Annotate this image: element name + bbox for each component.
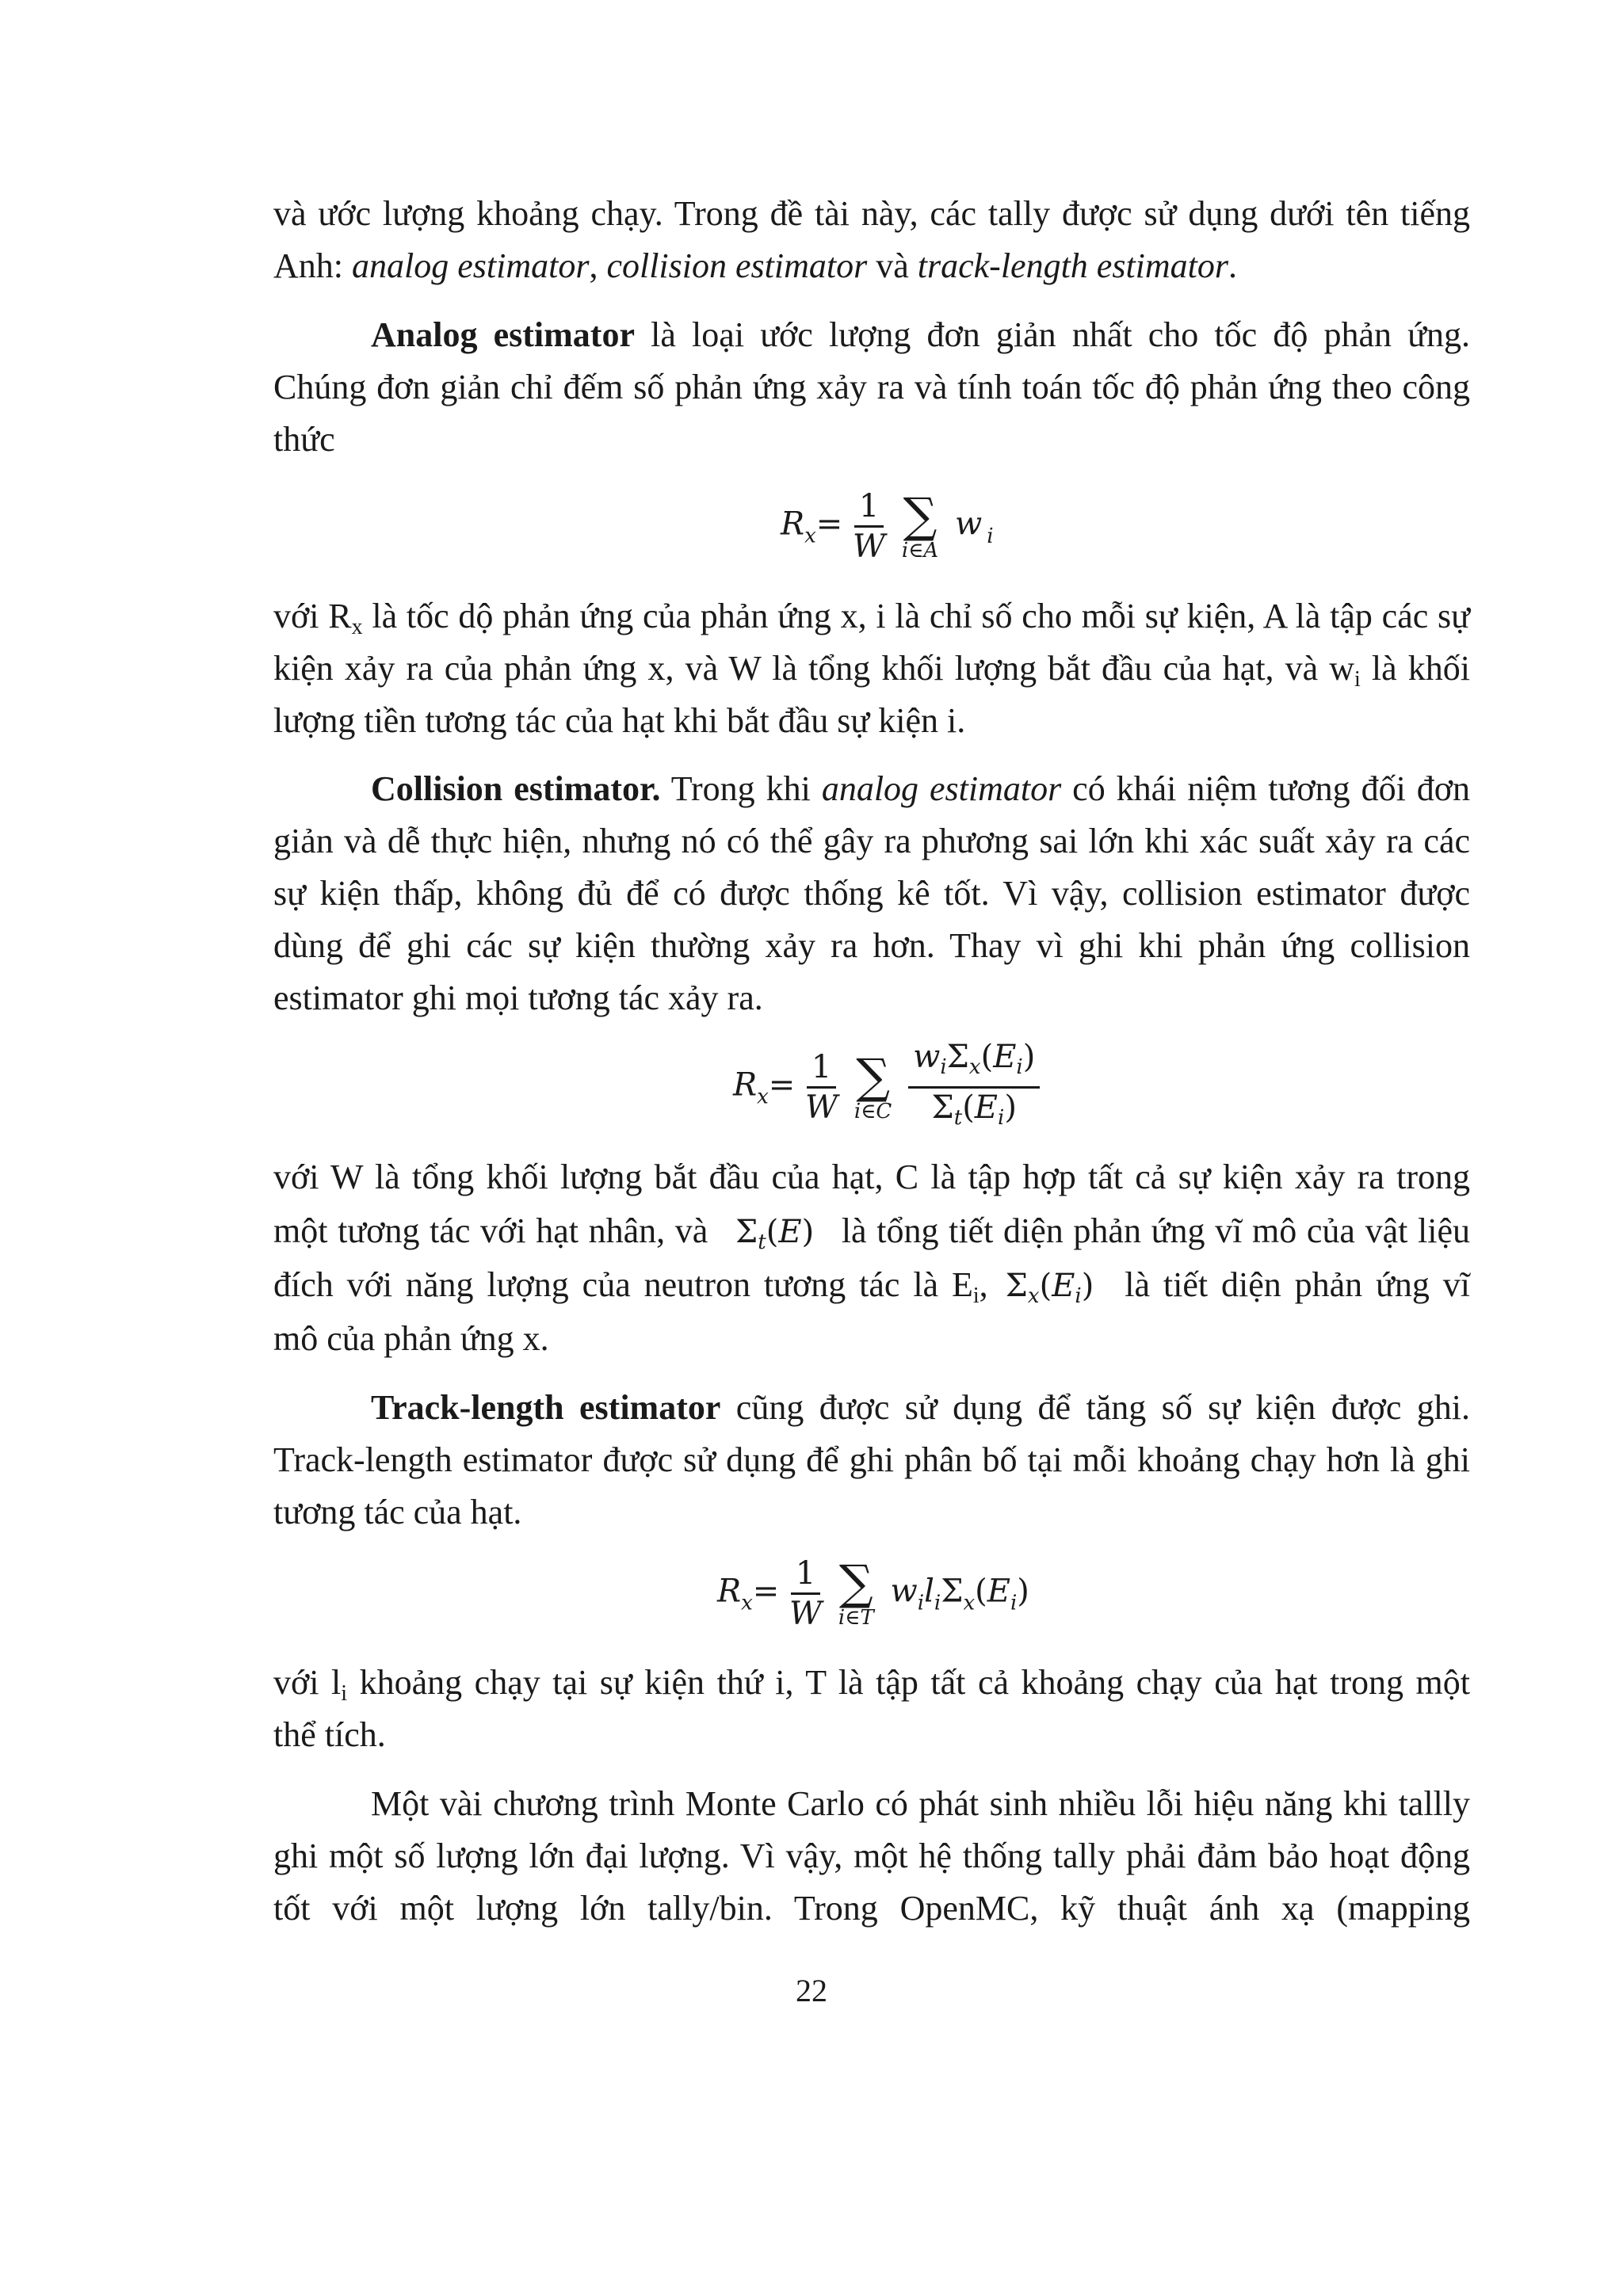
- fraction: $\frac{1}{W}$: [789, 1555, 823, 1632]
- equation-collision: $R_x=$ $\frac{1}{W}$ ∑ i∈C $\frac{w_i\Sigma_x(E_i)}{\Sigma_t(E_i)}$: [733, 1038, 1040, 1137]
- paragraph-line: đích với năng lượng của neutron tương tác là $E_i$, $\Sigma_x(E_i)$ là tiết diện phản ứng vĩ: [273, 1265, 1470, 1308]
- fraction: $\frac{w_i\Sigma_x(E_i)}{\Sigma_t(E_i)}$: [908, 1038, 1040, 1137]
- paragraph-line: Track-length estimator được sử dụng để ghi phân bố tại mỗi khoảng chạy hơn là ghi: [273, 1440, 1470, 1479]
- paragraph-line: Chúng đơn giản chỉ đếm số phản ứng xảy ra và tính toán tốc độ phản ứng theo công: [273, 368, 1470, 406]
- paragraph-line: thức: [273, 420, 335, 459]
- paragraph-line: thể tích.: [273, 1715, 386, 1754]
- paragraph-line: Một vài chương trình Monte Carlo có phát sinh nhiều lỗi hiệu năng khi tallly: [371, 1784, 1470, 1823]
- fraction: $\frac{1}{W}$: [853, 488, 886, 565]
- paragraph-line: mô của phản ứng x.: [273, 1319, 549, 1358]
- paragraph-line: Track-length estimator cũng được sử dụng để tăng số sự kiện được ghi.: [371, 1388, 1470, 1427]
- summation: ∑ i∈C: [854, 1048, 892, 1123]
- inline-math-sigma-x: $\Sigma_x(E_i)$: [1005, 1268, 1094, 1308]
- paragraph-line: sự kiện thấp, không đủ để có được thống kê tốt. Vì vậy, collision estimator được: [273, 874, 1470, 913]
- paragraph-line: với $R_x$ là tốc dộ phản ứng của phản ứng x, i là chỉ số cho mỗi sự kiện, A là tập các sự: [273, 597, 1470, 639]
- term-track-length-estimator: track-length estimator: [917, 246, 1229, 285]
- section-heading-analog: Analog estimator: [371, 315, 635, 354]
- paragraph-line: ghi một số lượng lớn đại lượng. Vì vậy, một hệ thống tally phải đảm bảo hoạt động: [273, 1836, 1470, 1875]
- paragraph-line: giản và dễ thực hiện, nhưng nó có thể gây ra phương sai lớn khi xác suất xảy ra các: [273, 822, 1470, 860]
- paragraph-line: Collision estimator. Trong khi analog estimator có khái niệm tương đối đơn: [371, 769, 1471, 808]
- paragraph-line: lượng tiền tương tác của hạt khi bắt đầu sự kiện i.: [273, 701, 966, 740]
- inline-math-sigma-t: $\Sigma_t(E)$: [735, 1214, 815, 1254]
- paragraph-line: tốt với một lượng lớn tally/bin. Trong OpenMC, kỹ thuật ánh xạ (mapping: [273, 1889, 1470, 1928]
- equation-track-length: $R_x=$ $\frac{1}{W}$ ∑ i∈T $w_il_i\Sigma_x(E_i)$: [717, 1554, 1029, 1632]
- section-heading-collision: Collision estimator.: [371, 769, 661, 808]
- term-collision-estimator: collision estimator: [606, 246, 868, 285]
- summation: ∑ i∈T: [838, 1554, 874, 1630]
- paragraph-line: dùng để ghi các sự kiện thường xảy ra hơn. Thay vì ghi khi phản ứng collision: [273, 926, 1470, 965]
- paragraph-line: Analog estimator là loại ước lượng đơn giản nhất cho tốc độ phản ứng.: [371, 315, 1470, 354]
- paragraph-line: với $l_i$ khoảng chạy tại sự kiện thứ i, T là tập tất cả khoảng chạy của hạt trong một: [273, 1663, 1470, 1706]
- paragraph-line: và ước lượng khoảng chạy. Trong đề tài này, các tally được sử dụng dưới tên tiếng: [273, 194, 1470, 233]
- equation-analog: $R_x=$ $\frac{1}{W}$ ∑ i∈A w $_i$: [781, 487, 994, 565]
- paragraph-line: với W là tổng khối lượng bắt đầu của hạt, C là tập hợp tất cả sự kiện xảy ra trong: [273, 1158, 1470, 1196]
- page-number: 22: [796, 1973, 827, 2008]
- term-analog-estimator: analog estimator: [352, 246, 590, 285]
- summation: ∑ i∈A: [901, 487, 939, 563]
- section-heading-track-length: Track-length estimator: [371, 1388, 721, 1427]
- paragraph-line: một tương tác với hạt nhân, và $\Sigma_t(E)$ là tổng tiết diện phản ứng vĩ mô của vật liệu: [273, 1211, 1470, 1254]
- paragraph-line: kiện xảy ra của phản ứng x, và W là tổng khối lượng bắt đầu của hạt, và $w_i$ là khối: [273, 649, 1470, 692]
- paragraph-line: Anh: analog estimator, collision estimator và track-length estimator.: [273, 246, 1238, 285]
- paragraph-line: tương tác của hạt.: [273, 1493, 522, 1531]
- paragraph-line: estimator ghi mọi tương tác xảy ra.: [273, 978, 763, 1017]
- fraction: $\frac{1}{W}$: [805, 1049, 838, 1126]
